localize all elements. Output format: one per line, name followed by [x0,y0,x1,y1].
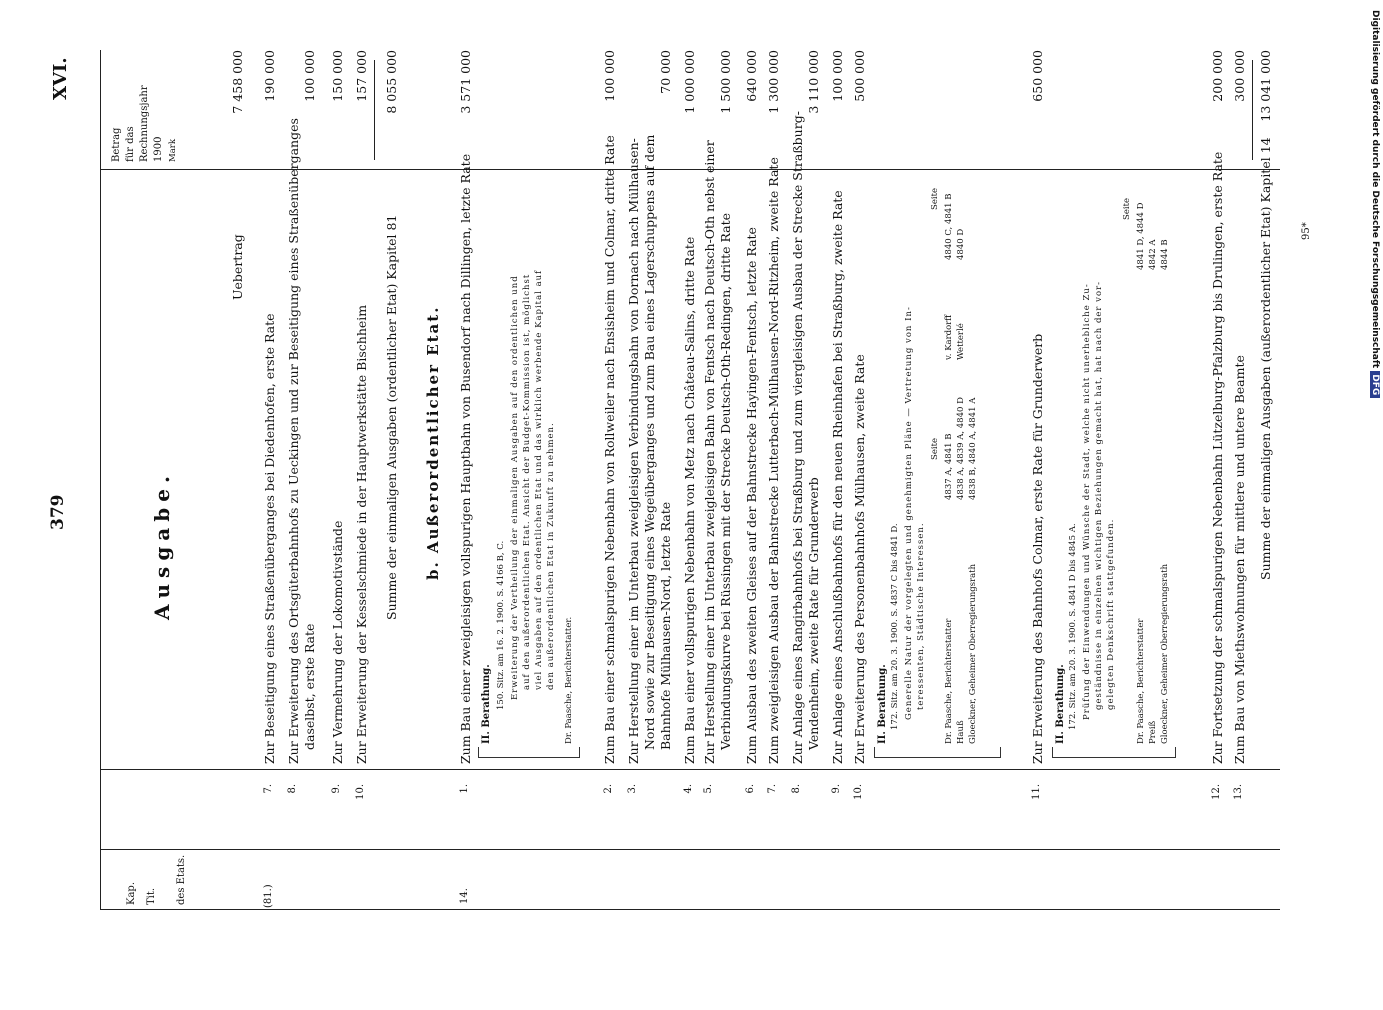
beratung-1-text-3: viel Ausgaben auf den ordentlichen Etat und das wirklich werbende Kapital auf [534,269,544,690]
beratung-2-row-1-page: 4837 A, 4841 B [944,433,954,500]
item-5-amount: 1 500 000 [718,50,733,114]
item-4-text: Zum Bau einer vollspurigen Nebenbahn von Metz nach Château-Salins, dritte Rate [682,236,697,764]
amount-header-2: für das [125,126,136,162]
item-8b-text: Zur Anlage eines Rangirbahnhofs bei Straßburg und zum viergleisigen Ausbau der Strecke Straßburg- [790,111,805,764]
margin-note [1366,10,1380,1010]
tit-1: 1. [459,784,470,794]
tit-3: 3. [627,784,638,794]
item-6-text: Zum Ausbau des zweiten Gleises auf der Bahnstrecke Hayingen-Fentsch, letzte Rate [744,227,759,764]
item-7b-text: Zum zweigleisigen Ausbau der Bahnstrecke Lutterbach-Mülhausen-Nord-Ritzheim, zweite Rate [766,157,781,764]
margin-note-text: Digitalisierung gefördert durch die Deutsche Forschungsgemeinschaft [1370,10,1380,369]
b-heading: b. Außerordentlicher Etat. [424,305,442,580]
item-6-amount: 640 000 [744,50,759,102]
tit-11: 11. [1031,784,1042,800]
tit-6: 6. [745,784,756,794]
beratung-3-label: II. Berathung. [1055,664,1066,744]
tit-13: 13. [1233,784,1244,800]
item-1-text: Zum Bau einer zweigleisigen vollspurigen Hauptbahn von Busendorf nach Dillingen, letzte Rate [458,153,473,764]
tit-7b: 7. [767,784,778,794]
tit-5: 5. [703,784,714,794]
beratung-1-text-4: den außerordentlichen Etat in Zukunft zu nehmen. [546,422,556,690]
beratung-1-bracket [478,747,580,758]
tit-8: 8. [287,784,298,794]
tit-9b: 9. [831,784,842,794]
item-2-text: Zum Bau einer schmalspurigen Nebenbahn von Rollweiler nach Ensisheim und Colmar, dritte Rate [602,135,617,764]
item-9-text: Zur Vermehrung der Lokomotivstände [330,520,345,764]
kap-rule [100,849,1280,850]
item-8-text2: daselbst, erste Rate [302,623,317,750]
beratung-3-text-3: gelegten Denkschrift stattgefunden. [1106,518,1116,710]
beratung-3-ref: 172. Sitz. am 20. 3. 1900. S. 4841 D bis 4845 A. [1068,523,1078,730]
beratung-2-col-head-2: Seite [930,187,940,210]
sum-b-amount: 13 041 000 [1258,50,1273,122]
tit-7: 7. [263,784,274,794]
item-7-text: Zur Beseitigung eines Straßenüberganges bei Diedenhofen, erste Rate [262,313,277,764]
amount-header-4: 1900 [153,136,164,162]
item-4-amount: 1 000 000 [682,50,697,114]
beratung-3-row-3-name: Gloeckner, Geheimer Oberregierungsrath [1160,563,1170,744]
etats-header: des Etats. [176,854,187,905]
beratung-3-row-1-page: 4841 D, 4844 D [1136,202,1146,270]
item-10b-text: Zur Erweiterung des Personenbahnhofs Mülhausen, zweite Rate [852,354,867,764]
tit-9: 9. [331,784,342,794]
tit-header: Tit. [146,887,157,905]
item-3-text2: Nord sowie zur Beseitigung eines Wegeüberganges und zum Bau eines Lagerschuppens auf dem [642,134,657,750]
sum-a-amount: 8 055 000 [384,50,399,114]
beratung-2-row-2-name: Hauß [956,720,966,744]
beratung-2-row-3-page: 4838 B, 4840 A, 4841 A [968,397,978,500]
amount-unit: Mark [168,139,178,162]
beratung-3-row-1-name: Dr. Paasche, Berichterstatter [1136,618,1146,744]
item-8b-text2: Vendenheim, zweite Rate für Grunderwerb [806,477,821,750]
item-7-amount: 190 000 [262,50,277,102]
beratung-2-col-head: Seite [930,437,940,460]
item-3-amount: 70 000 [658,50,673,94]
item-3-text3: Bahnhofe Mülhausen-Nord, letzte Rate [658,501,673,750]
item-10-text: Zur Erweiterung der Kesselschmiede in der Hauptwerkstätte Bischheim [354,304,369,764]
item-12-text: Zur Fortsetzung der schmalspurigen Nebenbahn Lützelburg-Pfalzburg bis Drulingen, erste Rate [1210,151,1225,764]
item-8-text: Zur Erweiterung des Ortsgüterbahnhofs zu Ueckingen und zur Beseitigung eines Straßenüberganges [286,118,301,764]
kap-14: 14. [459,888,470,904]
item-13-text: Zum Bau von Miethswohnungen für mittlere und untere Beamte [1232,355,1247,764]
item-10-amount: 157 000 [354,50,369,102]
item-5-text2: Verbindungskurve bei Rüssingen mit der Strecke Deutsch-Oth-Redingen, dritte Rate [718,212,733,750]
item-8-amount: 100 000 [302,50,317,102]
amount-header-3: Rechnungsjahr [139,85,150,162]
page-number: 379 [48,494,68,530]
item-9-amount: 150 000 [330,50,345,102]
kap-header: Kap. [126,881,137,905]
item-11-amount: 650 000 [1030,50,1045,102]
item-uebertrag-amount: 7 458 000 [230,50,245,114]
beratung-2-label: II. Berathung. [877,664,888,744]
beratung-1-text-2: auf den außerordentlichen Etat. Ansicht der Budget-Kommission ist, möglichst [522,273,532,690]
sum-a-text: Summe der einmaligen Ausgaben (ordentlicher Etat) Kapitel 81 [384,214,399,620]
sum-b-rule [1252,60,1253,160]
item-8b-amount: 3 110 000 [806,50,821,114]
beratung-2-row2-2-page: 4840 D [956,228,966,260]
item-3-text: Zur Herstellung einer im Unterbau zweigleisigen Verbindungsbahn von Dornach nach Mülhausen- [626,138,641,764]
tit-12: 12. [1211,784,1222,800]
dfg-logo: DFG [1370,371,1380,398]
tit-4: 4. [683,784,694,794]
uebertrag-label: Uebertrag [230,234,245,300]
beratung-2-ref: 172. Sitz. am 20. 3. 1900. S. 4837 C bis 4841 D. [890,523,900,730]
tit-8b: 8. [791,784,802,794]
item-9b-text: Zur Anlage eines Anschlußbahnhofs für den neuen Rheinhafen bei Straßburg, zweite Rate [830,190,845,764]
top-rule [100,50,101,910]
beratung-2-row-3-name: Gloeckner, Geheimer Oberregierungsrath [968,563,978,744]
beratung-2-text-1: Generelle Natur der vorgelegten und genehmigten Pläne — Vertretung von In- [904,306,914,720]
item-1-amount: 3 571 000 [458,50,473,114]
sum-b-text: Summe der einmaligen Ausgaben (außerordentlicher Etat) Kapitel 14 [1258,137,1273,580]
beratung-3-row-2-name: Preiß [1148,720,1158,744]
beratung-3-text-2: geständnisse in einzelnen wichtigen Beziehungen gemacht hat, hat nach der vor- [1094,280,1104,710]
item-12-amount: 200 000 [1210,50,1225,102]
tit-10b: 10. [853,784,864,800]
beratung-2-row-2-page: 4838 A, 4839 A, 4840 D [956,397,966,500]
beratung-3-row-2-page: 4842 A [1148,239,1158,270]
beratung-2-row-1-name: Dr. Paasche, Berichterstatter [944,618,954,744]
beratung-2-row2-2-name: Wetterlé [956,323,966,360]
amount-header-1: Betrag [111,127,122,162]
sum-a-rule [374,60,375,160]
beratung-1-label: II. Berathung. [481,664,492,744]
tit-2: 2. [603,784,614,794]
beratung-3-bracket [1052,747,1176,758]
kap-81: (81.) [263,884,274,908]
beratung-1-ref: 150. Sitz. am 16. 2. 1900. S. 4166 B, C. [496,540,506,710]
beratung-2-text-2: teressenten, Städtische Interessen. [916,522,926,710]
beratung-2-row2-1-page: 4840 C, 4841 B [944,193,954,260]
item-13-amount: 300 000 [1232,50,1247,102]
tit-10: 10. [355,784,366,800]
item-11-text: Zur Erweiterung des Bahnhofs Colmar, erste Rate für Grunderwerb [1030,333,1045,764]
tit-rule [100,769,1280,770]
footer-signature: 95* [1301,222,1312,240]
beratung-3-text-1: Prüfung der Einwendungen und Wünsche der Stadt, welche nicht unerhebliche Zu- [1082,283,1092,720]
beratung-3-row-3-page: 4844 B [1160,239,1170,270]
item-9b-amount: 100 000 [830,50,845,102]
item-10b-amount: 500 000 [852,50,867,102]
left-rule [100,909,1280,910]
item-5-text: Zur Herstellung einer im Unterbau zweigleisigen Bahn von Fentsch nach Deutsch-Oth nebst einer [702,140,717,764]
section-number: XVI. [50,57,71,100]
beratung-2-bracket [874,747,1001,758]
item-2-amount: 100 000 [602,50,617,102]
title-ausgabe: Ausgabe. [150,470,174,620]
item-7b-amount: 1 300 000 [766,50,781,114]
beratung-3-col-head: Seite [1122,197,1132,220]
beratung-2-row2-1-name: v. Kardorff [944,314,954,360]
beratung-1-speaker: Dr. Paasche, Berichterstatter. [564,616,574,744]
beratung-1-text-1: Erweiterung der Vertheilung der einmaligen Ausgaben auf den ordentlichen und [510,275,520,700]
